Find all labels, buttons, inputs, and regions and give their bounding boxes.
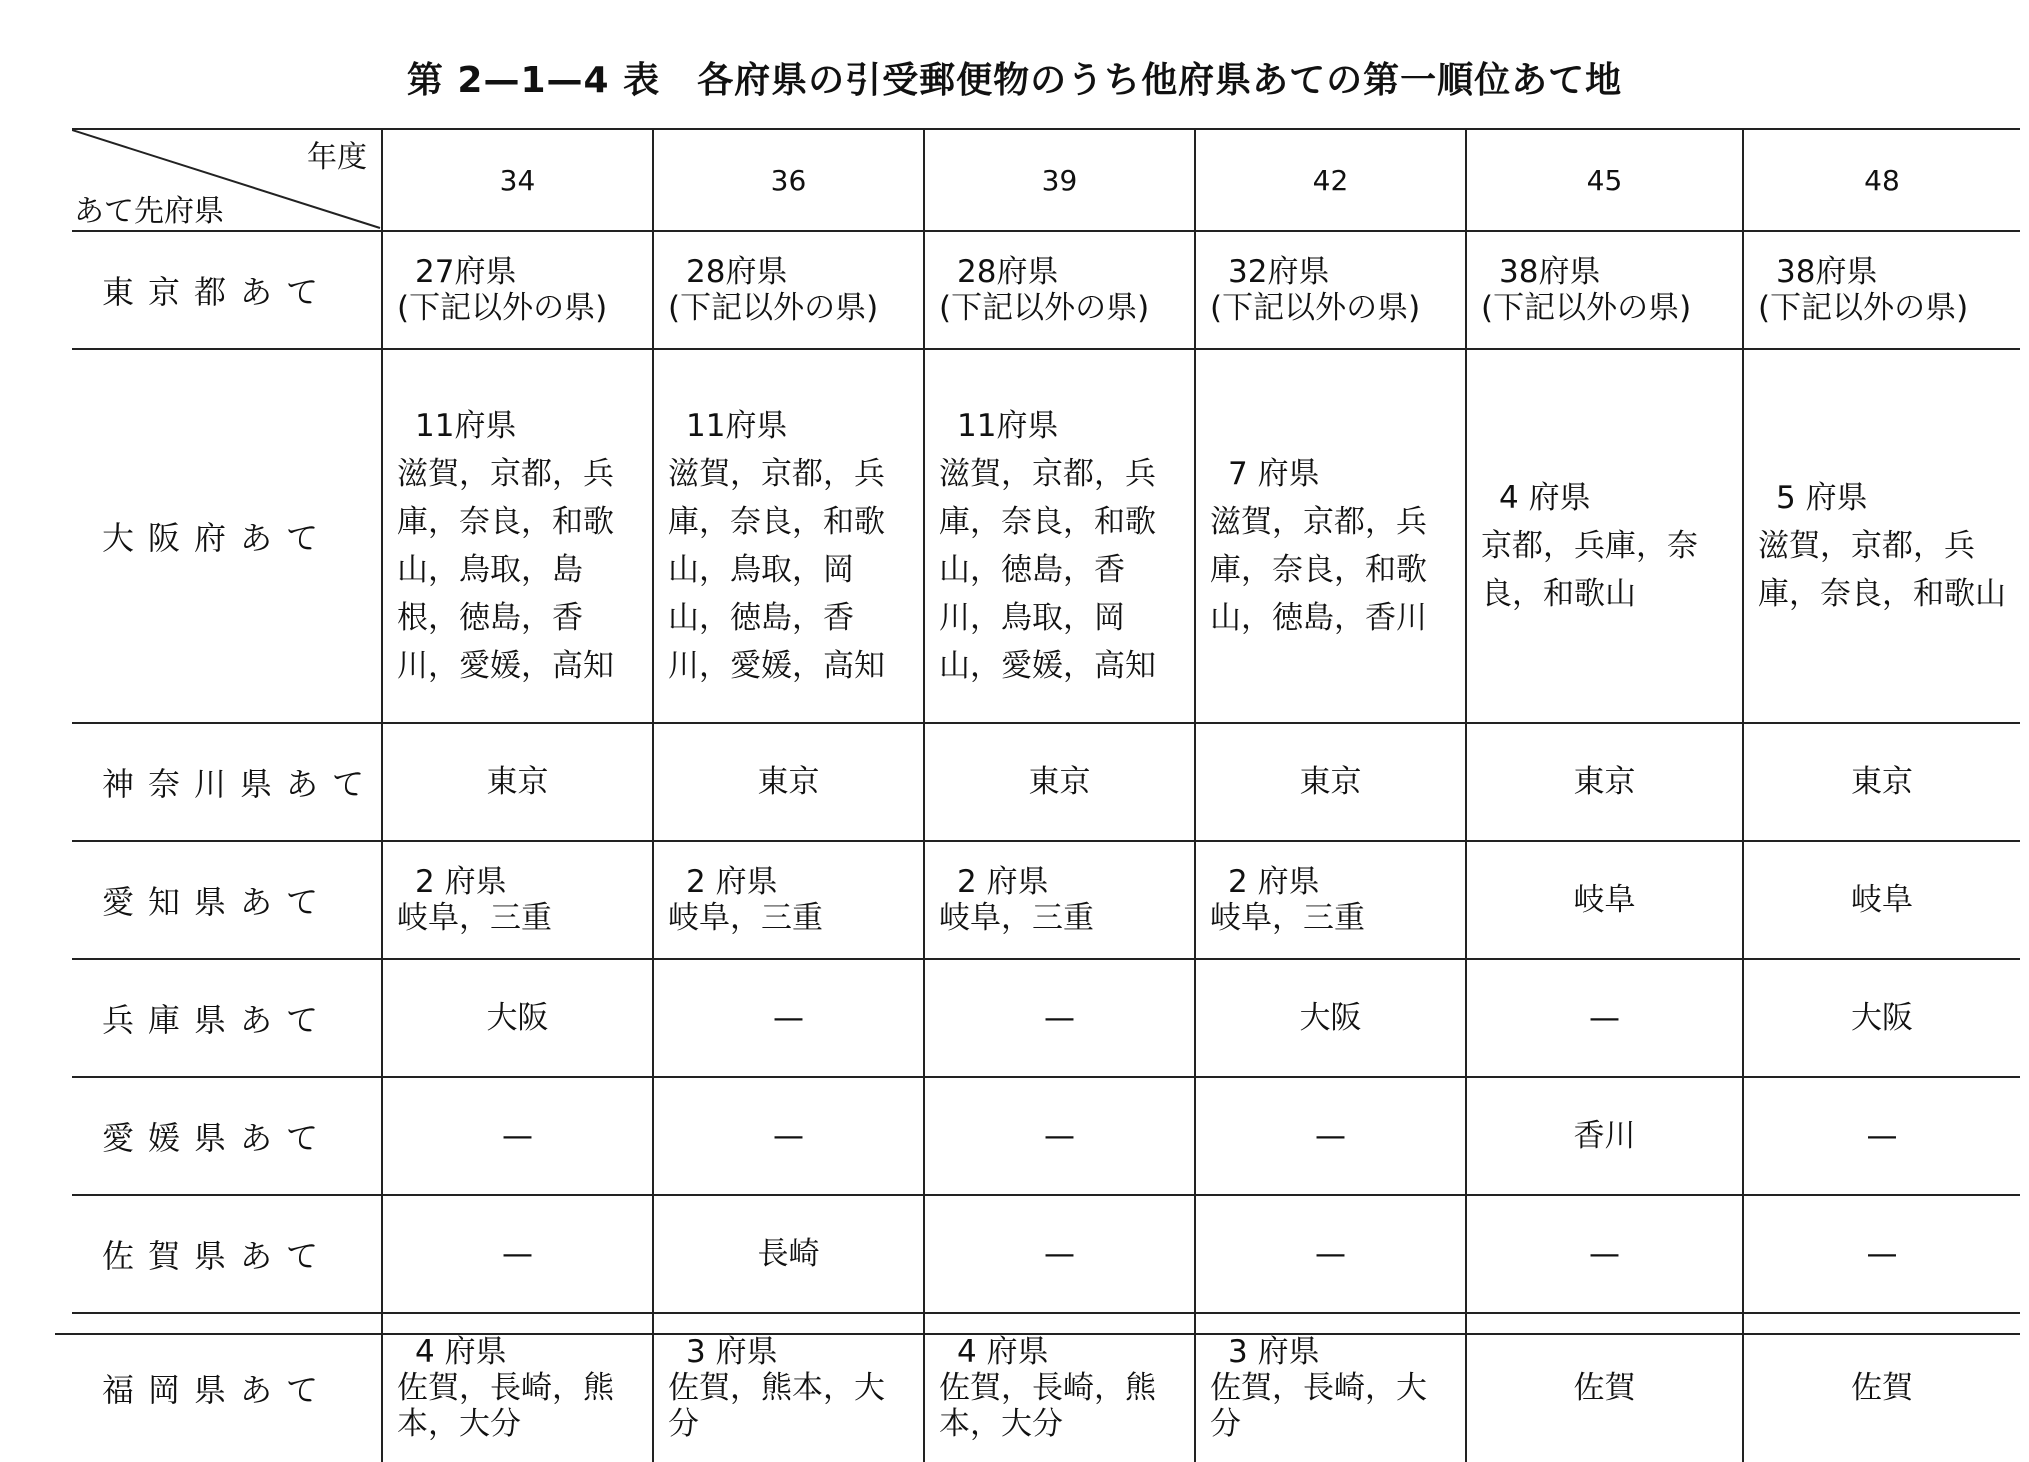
corner-header-cell [72,129,382,231]
cell-detail: 佐賀，長崎，熊本，大分 [397,1370,614,1442]
cell-count: 11府県 [957,408,1059,444]
cell-detail: 滋賀，京都，兵庫，奈良，和歌山，鳥取，岡山，徳島，香川，愛媛，高知 [668,456,885,684]
header-row [72,129,2020,231]
table-cell [653,959,924,1077]
cell-count: 32府県 [1228,254,1330,290]
row-label: 福岡県あて [72,1313,382,1462]
table-row [72,723,2020,841]
cell-detail: 滋賀，京都，兵庫，奈良，和歌山，鳥取，島根，徳島，香川，愛媛，高知 [397,456,614,684]
cell-value: 大阪 [1299,1000,1362,1036]
row-label: 大阪府あて [72,349,382,723]
cell-count: 4 府県 [957,1334,1049,1370]
cell-detail: 滋賀，京都，兵庫，奈良，和歌山 [1758,528,2006,612]
table-cell [1743,723,2020,841]
cell-detail: 佐賀，熊本，大分 [668,1370,885,1442]
year-header-45: 45 [1466,129,1743,231]
cell-count: 4 府県 [415,1334,507,1370]
table-cell [382,723,653,841]
table-cell [1195,959,1466,1077]
year-header-42: 42 [1195,129,1466,231]
table-row [72,231,2020,349]
table-cell [1466,723,1743,841]
cell-value: 東京 [1851,764,1913,800]
table-cell [1195,1313,1466,1462]
row-label: 愛媛県あて [72,1077,382,1195]
cell-value: — [1589,1000,1620,1036]
cell-count: 38府県 [1776,254,1878,290]
cell-value: — [1044,1236,1075,1272]
table-cell [1466,231,1743,349]
cell-value: 香川 [1573,1118,1636,1154]
cell-count: 11府県 [686,408,788,444]
cell-value: 岐阜 [1851,882,1913,918]
table-cell [1743,959,2020,1077]
cell-detail: 京都，兵庫，奈良，和歌山 [1481,528,1698,612]
table-cell [1195,1195,1466,1313]
row-label: 佐賀県あて [72,1195,382,1313]
cell-value: 大阪 [1851,1000,1913,1036]
table-cell [1195,349,1466,723]
cell-value: 東京 [757,764,820,800]
table-cell [1466,1313,1743,1462]
table-cell [1195,841,1466,959]
cell-detail: (下記以外の県) [939,290,1150,326]
table-row [72,841,2020,959]
table-cell [1743,349,2020,723]
cell-value: 大阪 [486,1000,549,1036]
table-cell [924,959,1195,1077]
cell-value: — [773,1118,804,1154]
row-label: 愛知県あて [72,841,382,959]
cell-value: — [1315,1236,1346,1272]
cell-detail: (下記以外の県) [668,290,879,326]
cell-count: 38府県 [1499,254,1601,290]
cell-value: 東京 [1299,764,1362,800]
cell-value: — [502,1236,533,1272]
cell-count: 27府県 [415,254,517,290]
cell-count: 28府県 [686,254,788,290]
cell-detail: (下記以外の県) [1481,290,1692,326]
cell-value: 東京 [1573,764,1636,800]
destination-table [72,128,2020,1462]
cell-count: 3 府県 [686,1334,778,1370]
year-header-34: 34 [382,129,653,231]
table-cell [924,349,1195,723]
bottom-rule [55,1333,2020,1335]
table-cell [382,1195,653,1313]
cell-count: 4 府県 [1499,480,1591,516]
cell-detail: 佐賀，長崎，大分 [1210,1370,1427,1442]
table-row [72,1077,2020,1195]
cell-count: 11府県 [415,408,517,444]
table-cell [653,1195,924,1313]
table-cell [1743,1195,2020,1313]
corner-year-label: 年度 [307,140,367,175]
table-title: 第 2—1—4 表 各府県の引受郵便物のうち他府県あての第一順位あて地 [406,60,1623,101]
row-label: 東京都あて [72,231,382,349]
cell-value: — [1044,1118,1075,1154]
cell-value: — [1866,1236,1898,1272]
cell-count: 5 府県 [1776,480,1868,516]
cell-value: — [1866,1118,1898,1154]
table-cell [653,723,924,841]
table-row [72,959,2020,1077]
cell-detail: 滋賀，京都，兵庫，奈良，和歌山，徳島，香川 [1210,504,1427,636]
cell-value: — [502,1118,533,1154]
cell-count: 2 府県 [686,864,778,900]
cell-detail: 滋賀，京都，兵庫，奈良，和歌山，徳島，香川，鳥取，岡山，愛媛，高知 [939,456,1156,684]
cell-count: 28府県 [957,254,1059,290]
cell-detail: 佐賀，長崎，熊本，大分 [939,1370,1156,1442]
table-cell [653,349,924,723]
row-label: 兵庫県あて [72,959,382,1077]
table-cell [382,349,653,723]
table-cell [1195,1077,1466,1195]
cell-value: — [773,1000,804,1036]
cell-detail: (下記以外の県) [1758,290,1969,326]
table-cell [382,231,653,349]
table-cell [924,841,1195,959]
table-cell [1743,1077,2020,1195]
table-cell [382,841,653,959]
table-cell [653,1313,924,1462]
cell-value: 東京 [486,764,549,800]
table-cell [924,723,1195,841]
cell-count: 2 府県 [957,864,1049,900]
cell-value: — [1589,1236,1620,1272]
table-row [72,1195,2020,1313]
cell-count: 2 府県 [1228,864,1320,900]
table-cell [1743,1313,2020,1462]
year-header-39: 39 [924,129,1195,231]
cell-count: 7 府県 [1228,456,1320,492]
table-cell [924,1195,1195,1313]
table-cell [1466,841,1743,959]
table-cell [1466,959,1743,1077]
table-cell [382,959,653,1077]
table-cell [1743,231,2020,349]
cell-detail: 岐阜，三重 [397,900,552,936]
cell-value: — [1044,1000,1075,1036]
cell-detail: (下記以外の県) [397,290,608,326]
corner-destination-label: あて先府県 [74,194,224,229]
year-header-36: 36 [653,129,924,231]
cell-value: 岐阜 [1573,882,1636,918]
cell-detail: (下記以外の県) [1210,290,1421,326]
year-header-48: 48 [1743,129,2020,231]
table-cell [1466,1077,1743,1195]
cell-detail: 岐阜，三重 [1210,900,1365,936]
table-cell [924,1313,1195,1462]
table-cell [924,231,1195,349]
row-label: 神奈川県あて [72,723,382,841]
table-row [72,1313,2020,1462]
cell-count: 3 府県 [1228,1334,1320,1370]
cell-value: 佐賀 [1573,1370,1636,1406]
table-cell [1466,349,1743,723]
cell-detail: 岐阜，三重 [668,900,823,936]
table-cell [1195,723,1466,841]
table-cell [382,1077,653,1195]
table-cell [653,231,924,349]
cell-count: 2 府県 [415,864,507,900]
table-cell [1195,231,1466,349]
table-row [72,349,2020,723]
cell-value: 長崎 [757,1236,820,1272]
table-cell [924,1077,1195,1195]
cell-detail: 岐阜，三重 [939,900,1094,936]
table-cell [653,1077,924,1195]
table-cell [382,1313,653,1462]
cell-value: — [1315,1118,1346,1154]
cell-value: 佐賀 [1851,1370,1913,1406]
table-cell [1743,841,2020,959]
cell-value: 東京 [1028,764,1091,800]
table-cell [1466,1195,1743,1313]
table-cell [653,841,924,959]
